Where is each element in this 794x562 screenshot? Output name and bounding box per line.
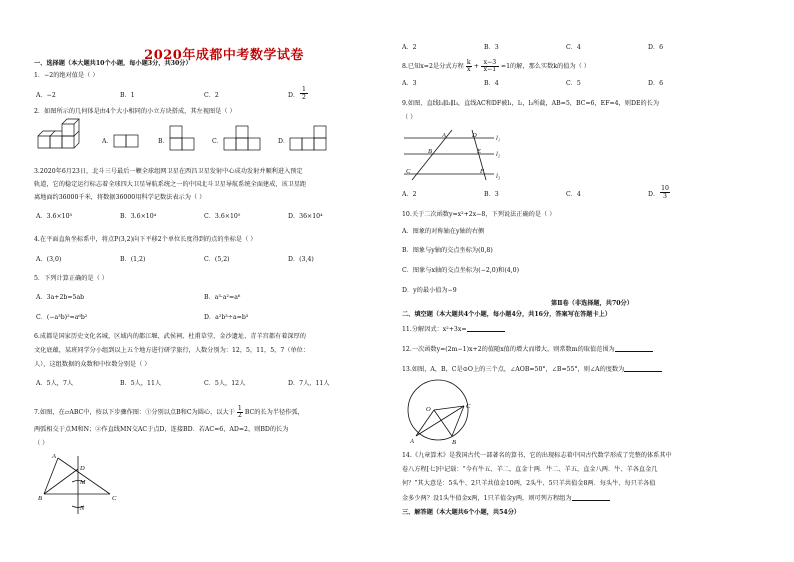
q7-label-m: M	[80, 479, 86, 486]
q2-stem: 2．如图所示的几何体是由4个大小相同的小立方块搭成，其左视图是（ ）	[34, 108, 236, 115]
q6-line-1: 6.成都是国家历史文化名城，区域内的都江堰、武侯祠、杜甫草堂、金沙遗址、青羊宫都有着深厚的	[34, 333, 306, 340]
q2-option-c: C．	[212, 138, 223, 145]
right-column	[402, 0, 782, 562]
q3-line-3: 离地面约36000千米，将数据36000用科学记数法表示为（ ）	[34, 194, 206, 201]
q4-stem: 4.在平面直角坐标系中，将点P(3,2)向下平移2个单位长度得到的点的坐标是（ ）	[34, 236, 257, 243]
q8-fraction-1-den: x	[467, 66, 471, 73]
q9-line-ac	[412, 130, 452, 180]
q10-option-b: B．图象与y轴的交点坐标为(0,8)	[402, 247, 493, 254]
q4-option-b: B．(1,2)	[120, 256, 146, 263]
q14-answer-blank[interactable]	[572, 494, 610, 501]
q3-option-a: A．3.6×10³	[36, 213, 73, 220]
q2-option-b: B．	[158, 138, 169, 145]
q8-stem-b: =1的解，那么实数k的值为（ ）	[500, 63, 590, 70]
q8-option-d: D．6	[648, 80, 664, 87]
q6-line-3: 人），这组数据的众数和中位数分别是（ ）	[34, 361, 151, 368]
q5-option-b: B．a³·a²=a⁶	[204, 294, 241, 301]
section-1-heading: 一、选择题（本大题共10个小题，每小题3分，共30分）	[34, 60, 192, 67]
q13-text: 13.如图，A，B，C是⊙O上的三个点，∠AOB=50°，∠B=55°，则∠A的度数为	[402, 366, 625, 373]
q9-d-den: 3	[663, 193, 667, 200]
q8-option-b: B．4	[484, 80, 499, 87]
q7-option-b: B．3	[484, 44, 499, 51]
q14-line-4	[402, 494, 610, 503]
q1-d-fraction	[300, 86, 308, 101]
q8-fraction-1	[466, 60, 472, 73]
q2-solid-figure	[38, 122, 82, 156]
q7-line-3: （ ）	[34, 440, 49, 447]
q7-option-a: A．2	[402, 44, 417, 51]
q10-option-d: D．y的最小值为−9	[402, 287, 457, 294]
q6-option-a: A．5人，7人	[36, 380, 74, 387]
q13-label-b: B	[452, 439, 456, 446]
q7-option-d: D．6	[648, 44, 664, 51]
page-title: 2020年成都中考数学试卷	[144, 48, 304, 63]
q1-option-c: C．2	[204, 92, 219, 99]
q3-option-b: B．3.6×10⁴	[120, 213, 157, 220]
q1-option-d: D．	[288, 92, 300, 99]
q6-option-b: B．5人，11人	[120, 380, 162, 387]
q8-fraction-2-den: x−1	[483, 66, 497, 73]
section-3-heading: 三、解答题（本大题共6个小题，共54分）	[402, 509, 521, 516]
q9-d-fraction	[660, 185, 670, 200]
q8-option-c: C．5	[566, 80, 581, 87]
q9-label-l3: l₃	[496, 173, 501, 180]
q9-label-a: A	[442, 132, 446, 139]
q7-triangle-figure	[38, 452, 128, 522]
q4-option-a: A．(3,0)	[36, 256, 62, 263]
q7-line-1a: 7.如图，在▱ABC中，按以下步骤作图：①分别以点B和C为圆心，以大于	[34, 409, 235, 416]
q7-line-1	[34, 406, 304, 419]
q9-label-b: B	[428, 148, 432, 155]
q14-line-3: 何？”其大意是：5头牛、2只羊共值金10两，2头牛、5只羊共值金8两．每头牛、每只羊各值	[402, 480, 656, 487]
q7-line-1b: BC的长为半径作弧，	[244, 409, 304, 416]
q14-line-1: 14.《九章算术》是我国古代一部著名的算书，它的出现标志着中国古代数学形成了完整的体系其中	[402, 452, 672, 459]
q9-label-d: D	[472, 132, 477, 139]
q12-text: 12.一次函数y=(2m−1)x+2的值随x值的增大而增大，则常数m的取值范围为	[402, 346, 615, 353]
q13-circle-figure	[406, 378, 476, 444]
q9-option-d: D．	[648, 191, 660, 198]
section-2-heading: 二、填空题（本大题共4个小题，每小题4分，共16分，答案写在答题卡上）	[402, 311, 612, 318]
q9-parallel-lines-figure	[404, 128, 504, 184]
q13-circle	[408, 380, 468, 440]
q7-fraction	[237, 406, 243, 419]
q9-label-l2: l₂	[496, 151, 501, 158]
q2-option-d: D．	[278, 138, 290, 145]
q8-fraction-2	[481, 60, 499, 73]
q4-option-c: C．(5,2)	[204, 256, 230, 263]
q7-label-n: N	[80, 505, 85, 512]
q7-line-2: 两弧相交于点M和N；②作直线MN交AC于点D，连接BD．若AC=6，AD=2，则BD的长为	[34, 426, 289, 433]
q8-option-a: A．3	[402, 80, 417, 87]
q3-option-c: C．3.6×10⁵	[204, 213, 241, 220]
left-column	[34, 0, 417, 562]
q9-label-c: C	[406, 168, 411, 175]
q5-option-a: A．3a+2b=5ab	[36, 294, 85, 301]
q13-stem	[402, 365, 662, 374]
q7-label-b: B	[38, 495, 42, 502]
q7-label-d: D	[80, 465, 85, 472]
q12-stem	[402, 345, 653, 354]
q1-d-den: 2	[302, 94, 306, 101]
q1-option-a: A．−2	[36, 92, 56, 99]
q7-fraction-num: 1	[237, 405, 242, 412]
q8-fraction-1-num: k	[466, 59, 471, 66]
q4-option-d: D．(3,4)	[288, 256, 314, 263]
q6-option-d: D．7人，11人	[288, 380, 330, 387]
q3-option-d: D．36×10⁴	[288, 213, 323, 220]
q8-stem-a: 8.已知x=2是分式方程	[402, 63, 464, 70]
q1-option-b: B．1	[120, 92, 135, 99]
q14-line-2: 卷八方程[七]中记载：“今有牛五、羊二，直金十两．牛二、羊五，直金八两．牛、羊各直金几	[402, 466, 658, 473]
q12-answer-blank[interactable]	[615, 345, 653, 352]
q1-stem: 1．−2的绝对值是（ ）	[34, 72, 99, 79]
q13-segment-oa	[416, 410, 434, 436]
q13-label-o: O	[426, 406, 431, 413]
q13-label-a: A	[410, 438, 414, 445]
q3-line-2: 轨道，它的稳定运行标志着全球四大卫星导航系统之一的中国北斗卫星导航系统全面建成，该卫星距	[34, 181, 307, 188]
q10-stem: 10.关于二次函数y=x²+2x−8，下列说法正确的是（ ）	[402, 211, 556, 218]
q2-option-a-view	[114, 134, 142, 148]
q13-segment-ac	[416, 406, 464, 436]
q9-label-f: F	[480, 168, 484, 175]
q7-side-ac	[58, 458, 110, 494]
q6-option-c: C．5人，12人	[204, 380, 246, 387]
q10-option-a: A．图象的对称轴在y轴的右侧	[402, 228, 485, 235]
q9-label-l1: l₁	[496, 135, 501, 142]
q11-text: 11.分解因式：x²+3x=	[402, 326, 467, 333]
q9-option-b: B．3	[484, 191, 499, 198]
q14-text: 金多少两？设1头牛值金x两，1只羊值金y两，则可列方程组为	[402, 495, 572, 502]
q5-option-c: C．(−a³b)²=a⁶b²	[36, 314, 88, 321]
q13-segment-oc	[434, 406, 464, 410]
q13-label-c: C	[466, 403, 471, 410]
q7-label-a: A	[52, 453, 56, 460]
q5-option-d: D．a²b³÷a=b³	[204, 314, 249, 321]
q9-label-e: E	[477, 148, 481, 155]
q9-stem: 9.如图，直线l₁∥l₂∥l₃，直线AC和DF被l₁，l₂，l₃所截，AB=5，BC=6，EF=4，则DE的长为	[402, 100, 660, 107]
q7-label-c: C	[112, 495, 117, 502]
q8-plus: +	[473, 63, 479, 70]
q2-option-a: A．	[102, 138, 113, 145]
q1-d-num: 1	[300, 86, 308, 94]
q13-answer-blank[interactable]	[624, 365, 662, 372]
q7-fraction-den: 2	[237, 412, 242, 419]
q9-d-num: 10	[661, 185, 669, 192]
q7-option-c: C．4	[566, 44, 581, 51]
q9-paren: （ ）	[402, 114, 417, 121]
part-2-heading: 第Ⅱ卷（非选择题，共70分）	[551, 300, 633, 307]
q11-answer-blank[interactable]	[467, 325, 505, 332]
q3-line-1: 3.2020年6月23日，北斗三号最后一颗全球组网卫星在西昌卫星发射中心成功发射并顺利进入预定	[34, 168, 303, 175]
q2-option-b-view	[170, 126, 198, 152]
q6-line-2: 文化底蕴，某班同学分小组到以上五个地方进行研学旅行，人数分别为：12，5，11，5，7（单位：	[34, 347, 310, 354]
q8-stem	[402, 60, 590, 73]
q5-stem: 5．下列计算正确的是（ ）	[34, 275, 108, 282]
q9-option-c: C．4	[566, 191, 581, 198]
q9-option-a: A．2	[402, 191, 417, 198]
q8-fraction-2-num: x−3	[481, 60, 499, 67]
q10-option-c: C．图象与x轴的交点坐标为(−2,0)和(4,0)	[402, 267, 519, 274]
q13-segment-bc	[452, 406, 464, 436]
q2-option-d-view	[290, 126, 330, 152]
q11-stem	[402, 325, 505, 334]
q2-option-c-view	[224, 126, 264, 152]
